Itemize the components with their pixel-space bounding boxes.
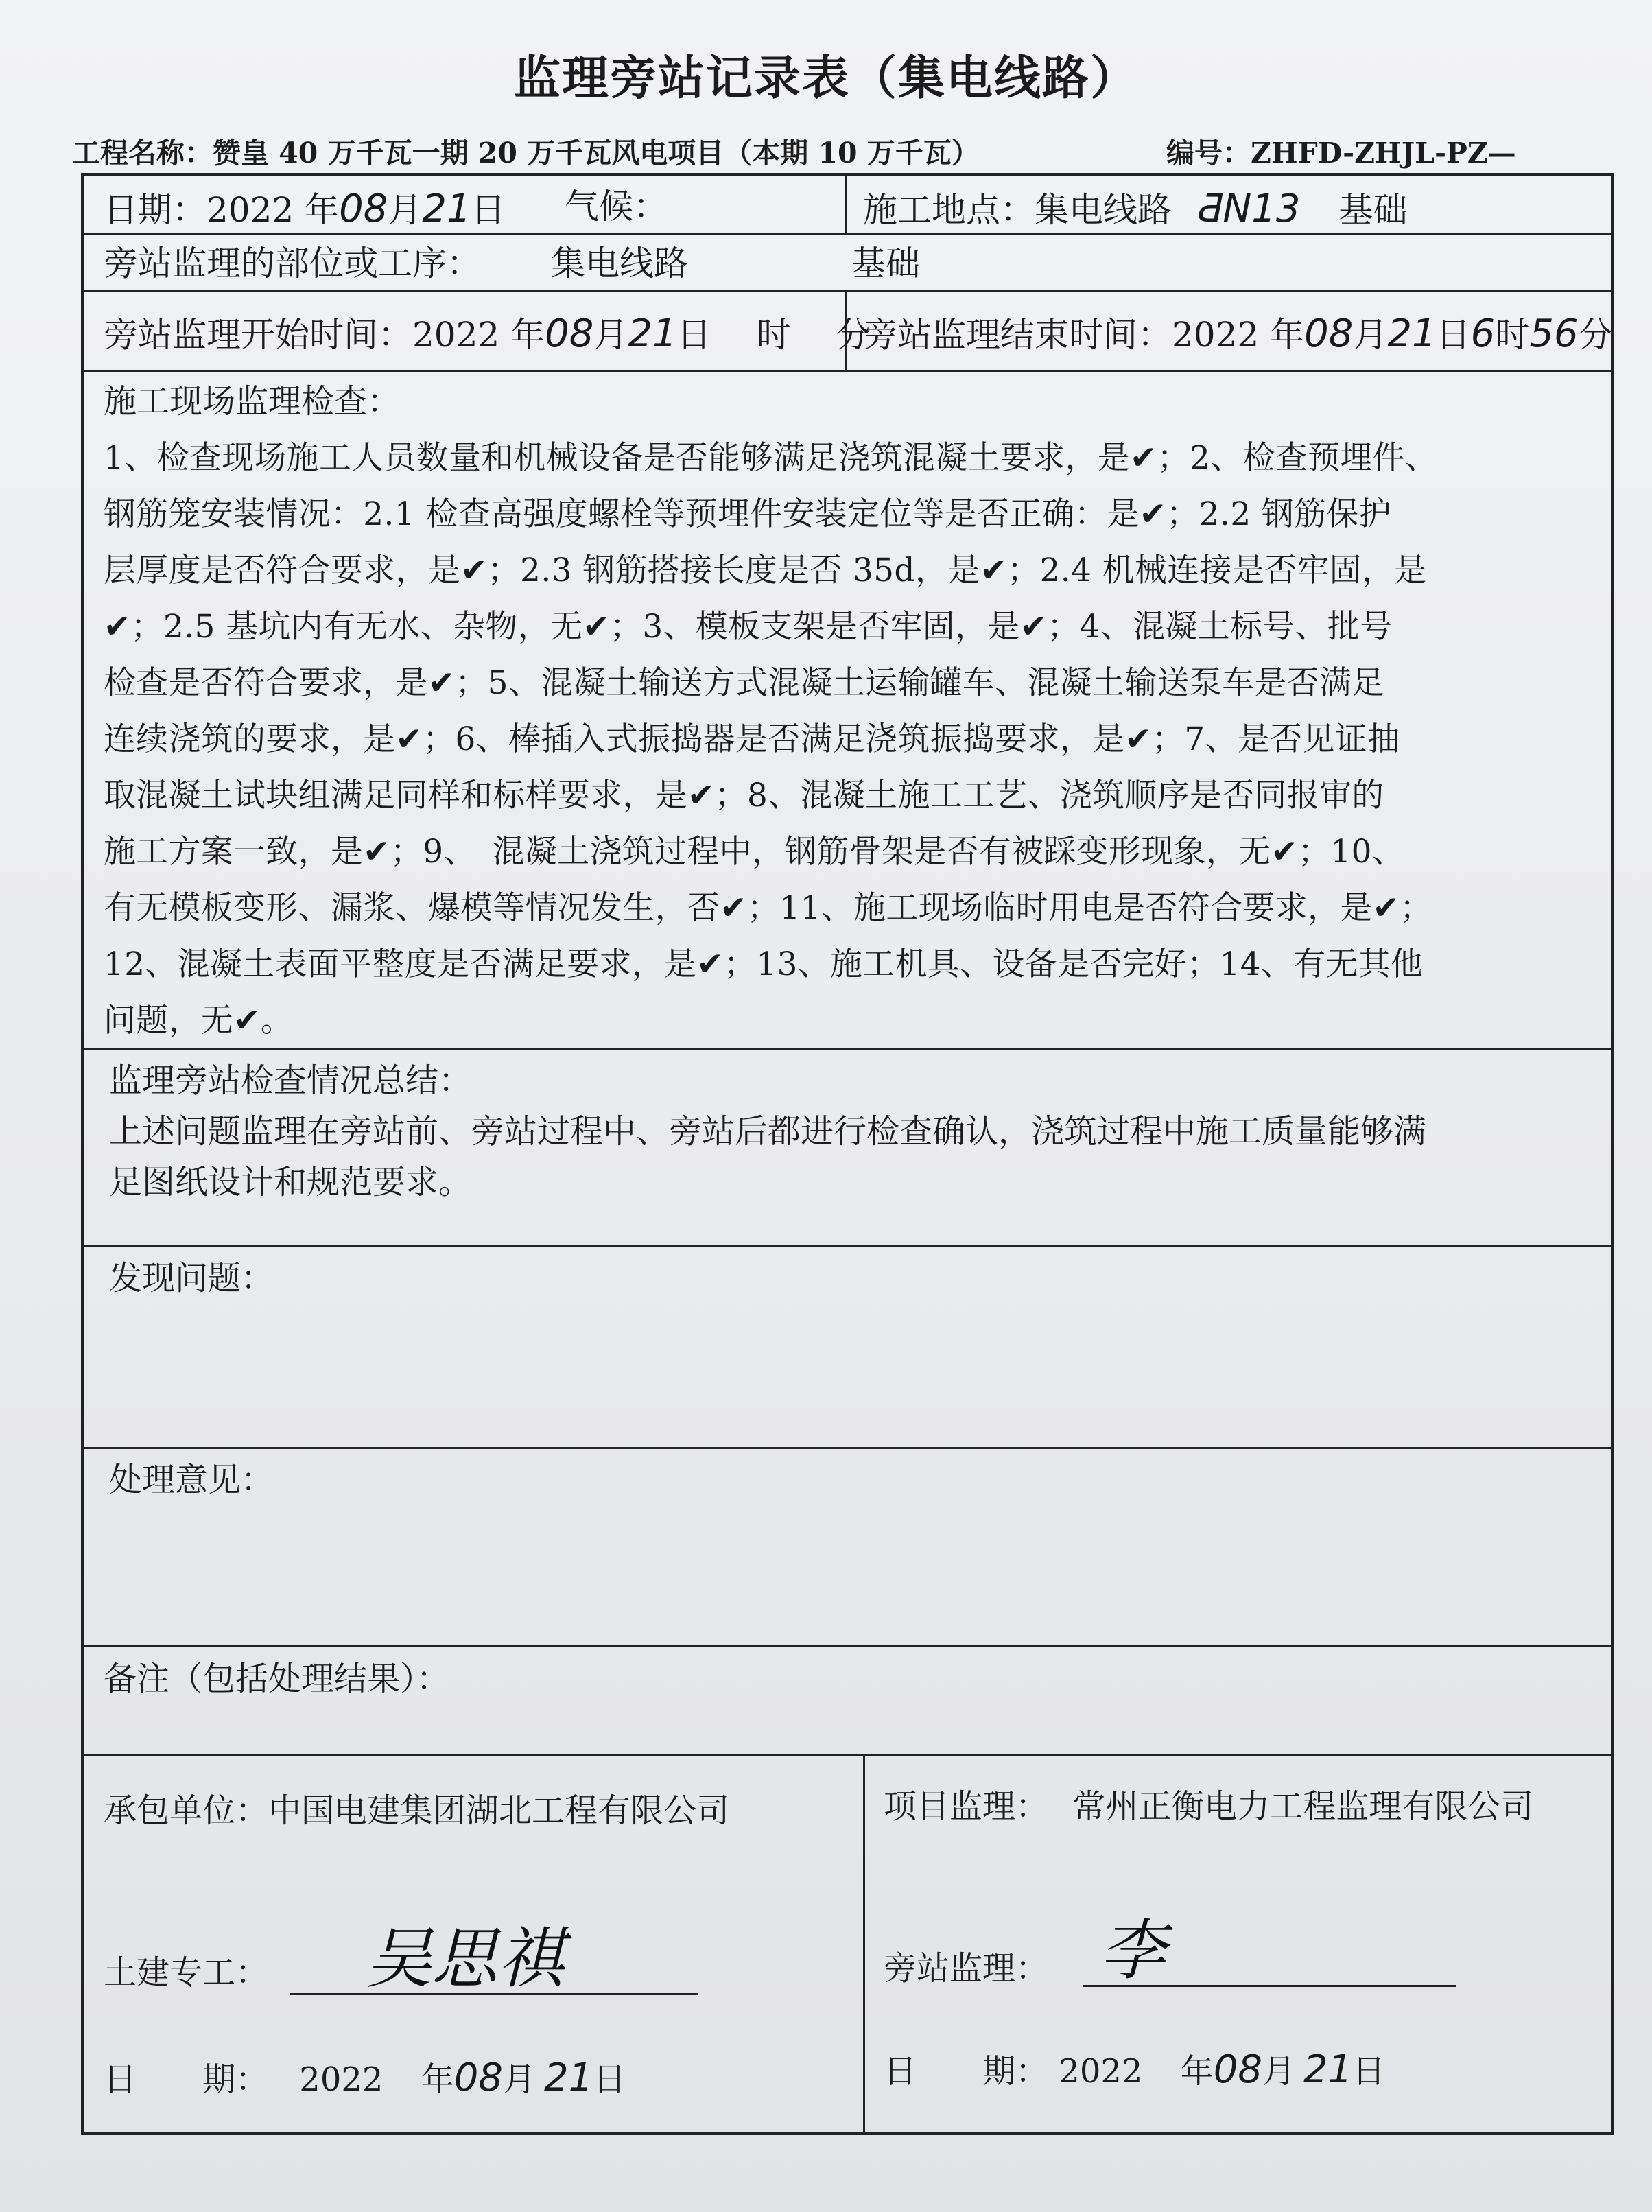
supervisor-date-label: 日 期： <box>884 2052 1049 2091</box>
record-form <box>81 173 1614 2135</box>
supervisor-date <box>884 2047 1385 2093</box>
supervisor-date-month: 08 <box>1213 2047 1262 2092</box>
contractor-unit-value: 中国电建集团湖北工程有限公司 <box>268 1791 730 1830</box>
civil-engineer-label: 土建专工： <box>104 1953 269 1992</box>
start-time-label: 旁站监理开始时间：2022 年 <box>104 315 545 355</box>
supervised-part-value-2: 基础 <box>851 244 920 283</box>
divider <box>84 370 1611 372</box>
end-minute-unit: 分 <box>1578 315 1613 355</box>
supervised-part-value: 集电线路 <box>551 244 688 283</box>
date-label: 日期：2022 年 <box>104 190 340 230</box>
divider <box>84 1645 1611 1647</box>
date-month-unit: 月 <box>388 190 423 230</box>
inspection-line: 连续浇筑的要求，是✔；6、棒插入式振捣器是否满足浇筑振捣要求，是✔；7、是否见证抽 <box>104 720 1400 758</box>
supervisor-unit-value: 常州正衡电力工程监理有限公司 <box>1072 1787 1534 1826</box>
divider <box>84 1754 1611 1756</box>
inspection-line: ✔；2.5 基坑内有无水、杂物，无✔；3、模板支架是否牢固，是✔；4、混凝土标号、批号 <box>104 608 1393 646</box>
document-code-value: ZHFD-ZHJL-PZ— <box>1251 137 1516 169</box>
site-value: ƋN13 <box>1196 187 1301 231</box>
contractor-date <box>104 2055 626 2101</box>
start-day-unit: 日 <box>676 315 711 355</box>
summary-heading: 监理旁站检查情况总结： <box>109 1061 472 1100</box>
site-suffix: 基础 <box>1338 190 1408 230</box>
supervisor-date-year: 2022 <box>1059 2052 1143 2091</box>
date-month: 08 <box>339 187 388 231</box>
contractor-date-day: 21 <box>544 2056 593 2100</box>
divider <box>84 233 1611 235</box>
weather-field: 气候： <box>565 187 668 226</box>
column-divider <box>863 1754 865 2135</box>
date-day-unit: 日 <box>471 190 506 230</box>
inspection-line: 有无模板变形、漏浆、爆模等情况发生，否✔；11、施工现场临时用电是否符合要求，是✔； <box>104 889 1432 927</box>
inspection-line: 12、混凝土表面平整度是否满足要求，是✔；13、施工机具、设备是否完好；14、有无其他 <box>104 945 1424 983</box>
project-name-value: 赞皇 40 万千瓦一期 20 万千瓦风电项目（本期 10 万千瓦） <box>213 137 980 169</box>
document-code-line <box>1166 130 1516 171</box>
supervisor-date-month-unit: 月 <box>1262 2052 1295 2091</box>
contractor-date-year-unit: 年 <box>421 2060 454 2099</box>
inspection-line: 1、检查现场施工人员数量和机械设备是否能够满足浇筑混凝土要求，是✔；2、检查预埋件、 <box>104 439 1438 477</box>
inspection-heading: 施工现场监理检查： <box>104 382 401 421</box>
signature-line <box>1083 1985 1456 1987</box>
start-day: 21 <box>628 311 677 356</box>
site-label: 施工地点：集电线路 <box>863 190 1172 230</box>
site-supervisor-label: 旁站监理： <box>884 1949 1049 1988</box>
divider <box>84 1447 1611 1449</box>
end-month: 08 <box>1304 311 1354 356</box>
end-time-label: 旁站监理结束时间：2022 年 <box>863 315 1305 355</box>
end-day: 21 <box>1387 311 1437 356</box>
civil-engineer-signature: 吴思祺 <box>366 1920 563 1997</box>
divider <box>84 1245 1611 1247</box>
contractor-unit <box>104 1791 729 1831</box>
supervisor-date-day-unit: 日 <box>1352 2052 1386 2091</box>
supervisor-unit <box>884 1787 1533 1827</box>
opinion-heading: 处理意见： <box>109 1461 274 1499</box>
start-time-field <box>104 311 870 357</box>
inspection-line: 钢筋笼安装情况：2.1 检查高强度螺栓等预埋件安装定位等是否正确：是✔；2.2 钢筋保护 <box>104 495 1392 533</box>
site-field <box>863 186 1407 232</box>
project-name-line <box>72 130 980 171</box>
start-minute-unit: 分 <box>836 315 871 355</box>
document-code-label: 编号： <box>1166 137 1251 169</box>
site-supervisor-signature: 李 <box>1100 1912 1166 1989</box>
inspection-line: 检查是否符合要求，是✔；5、混凝土输送方式混凝土运输罐车、混凝土输送泵车是否满足 <box>104 664 1384 702</box>
end-day-unit: 日 <box>1436 315 1471 355</box>
column-divider <box>845 176 847 233</box>
contractor-unit-label: 承包单位： <box>104 1791 269 1830</box>
signature-line <box>290 1993 698 1995</box>
start-month-unit: 月 <box>593 315 628 355</box>
contractor-date-day-unit: 日 <box>593 2060 626 2099</box>
supervised-part-label: 旁站监理的部位或工序： <box>104 244 481 283</box>
contractor-date-year: 2022 <box>299 2060 384 2099</box>
date-field <box>104 186 506 232</box>
supervisor-date-day: 21 <box>1303 2047 1353 2092</box>
start-month: 08 <box>545 311 594 356</box>
start-hour-unit: 时 <box>756 315 791 355</box>
date-day: 21 <box>422 187 471 231</box>
inspection-line: 层厚度是否符合要求，是✔；2.3 钢筋搭接长度是否 35d，是✔；2.4 机械连接是否牢固，是 <box>104 552 1427 589</box>
summary-line: 上述问题监理在旁站前、旁站过程中、旁站后都进行检查确认，浇筑过程中施工质量能够满 <box>109 1112 1427 1151</box>
inspection-body <box>104 430 1599 1049</box>
project-name-label: 工程名称： <box>72 137 213 169</box>
inspection-line: 取混凝土试块组满足同样和标样要求，是✔；8、混凝土施工工艺、浇筑顺序是否同报审的 <box>104 777 1384 814</box>
supervisor-unit-label: 项目监理： <box>884 1787 1049 1826</box>
divider <box>84 290 1611 292</box>
issues-heading: 发现问题： <box>109 1259 274 1297</box>
remarks-heading: 备注（包括处理结果）： <box>104 1660 450 1698</box>
end-month-unit: 月 <box>1353 315 1388 355</box>
contractor-date-label: 日 期： <box>104 2060 269 2099</box>
end-time-field <box>863 311 1613 357</box>
end-hour-unit: 时 <box>1495 315 1530 355</box>
contractor-date-month: 08 <box>453 2056 503 2100</box>
supervisor-date-year-unit: 年 <box>1180 2052 1214 2091</box>
end-minute: 56 <box>1529 311 1579 356</box>
end-hour: 6 <box>1470 311 1496 356</box>
page-title: 监理旁站记录表（集电线路） <box>513 51 1138 106</box>
inspection-line: 问题，无✔。 <box>104 1002 294 1039</box>
contractor-date-month-unit: 月 <box>502 2060 536 2099</box>
summary-line: 足图纸设计和规范要求。 <box>109 1163 472 1201</box>
inspection-line: 施工方案一致，是✔；9、 混凝土浇筑过程中，钢筋骨架是否有被踩变形现象，无✔；10、 <box>104 833 1405 871</box>
